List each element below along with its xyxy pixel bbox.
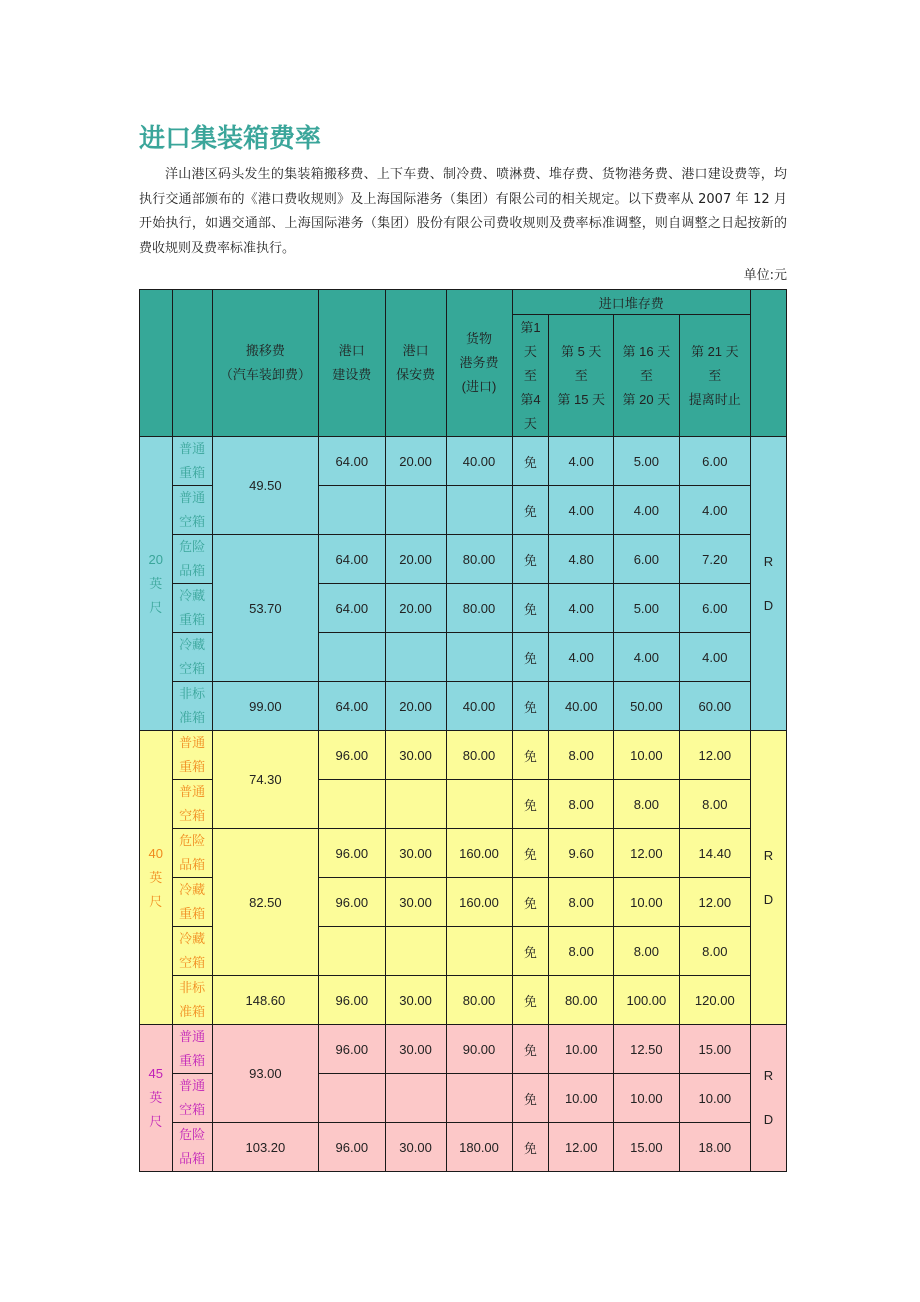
construction-fee: 64.00 (318, 682, 385, 731)
header-moving-fee: 搬移费 （汽车装卸费） (212, 290, 318, 437)
security-fee (385, 1074, 446, 1123)
storage-day1-4: 免 (512, 1025, 549, 1074)
unit-label: 单位:元 (743, 268, 787, 283)
security-fee: 20.00 (385, 584, 446, 633)
storage-day16-20: 50.00 (614, 682, 680, 731)
storage-day16-20: 15.00 (614, 1123, 680, 1172)
storage-day21: 15.00 (679, 1025, 750, 1074)
storage-day21: 4.00 (679, 633, 750, 682)
size-label: 20 英 尺 (140, 437, 173, 731)
page-title: 进口集装箱费率 (139, 124, 322, 154)
cargo-fee: 80.00 (446, 731, 512, 780)
header-type (172, 290, 212, 437)
storage-day16-20: 4.00 (614, 486, 680, 535)
header-storage-group: 进口堆存费 (512, 290, 750, 315)
cargo-fee (446, 780, 512, 829)
extra-column: R D (750, 1025, 786, 1172)
storage-day5-15: 4.80 (549, 535, 614, 584)
construction-fee (318, 927, 385, 976)
storage-day16-20: 10.00 (614, 878, 680, 927)
moving-fee: 74.30 (212, 731, 318, 829)
storage-day21: 10.00 (679, 1074, 750, 1123)
storage-day5-15: 80.00 (549, 976, 614, 1025)
cargo-fee: 40.00 (446, 682, 512, 731)
construction-fee: 64.00 (318, 535, 385, 584)
construction-fee: 64.00 (318, 584, 385, 633)
storage-day1-4: 免 (512, 927, 549, 976)
container-type: 危险 品箱 (172, 535, 212, 584)
cargo-fee (446, 927, 512, 976)
security-fee: 20.00 (385, 535, 446, 584)
container-type: 普通 重箱 (172, 1025, 212, 1074)
security-fee (385, 780, 446, 829)
moving-fee: 99.00 (212, 682, 318, 731)
table-row (140, 976, 787, 1025)
storage-day5-15: 9.60 (549, 829, 614, 878)
header-extra (750, 290, 786, 437)
moving-fee: 49.50 (212, 437, 318, 535)
table-row (140, 1123, 787, 1172)
storage-day5-15: 4.00 (549, 437, 614, 486)
storage-day21: 18.00 (679, 1123, 750, 1172)
header-day1-4: 第1 天 至 第4 天 (512, 315, 549, 437)
fee-table-container (139, 289, 787, 1179)
storage-day21: 12.00 (679, 731, 750, 780)
storage-day16-20: 10.00 (614, 731, 680, 780)
moving-fee: 93.00 (212, 1025, 318, 1123)
header-size (140, 290, 173, 437)
storage-day21: 8.00 (679, 927, 750, 976)
storage-day16-20: 100.00 (614, 976, 680, 1025)
cargo-fee (446, 486, 512, 535)
storage-day1-4: 免 (512, 437, 549, 486)
storage-day5-15: 10.00 (549, 1074, 614, 1123)
header-construction-fee: 港口 建设费 (318, 290, 385, 437)
storage-day5-15: 40.00 (549, 682, 614, 731)
storage-day5-15: 8.00 (549, 927, 614, 976)
storage-day21: 60.00 (679, 682, 750, 731)
construction-fee (318, 1074, 385, 1123)
moving-fee: 53.70 (212, 535, 318, 682)
header-day16-20: 第 16 天 至 第 20 天 (614, 315, 680, 437)
storage-day21: 12.00 (679, 878, 750, 927)
container-type: 普通 空箱 (172, 780, 212, 829)
storage-day21: 7.20 (679, 535, 750, 584)
construction-fee (318, 486, 385, 535)
storage-day5-15: 4.00 (549, 486, 614, 535)
storage-day16-20: 12.50 (614, 1025, 680, 1074)
construction-fee: 96.00 (318, 1123, 385, 1172)
container-type: 冷藏 空箱 (172, 927, 212, 976)
table-row (140, 1025, 787, 1074)
storage-day1-4: 免 (512, 1074, 549, 1123)
storage-day16-20: 6.00 (614, 535, 680, 584)
container-type: 普通 重箱 (172, 437, 212, 486)
moving-fee: 103.20 (212, 1123, 318, 1172)
security-fee: 30.00 (385, 731, 446, 780)
container-type: 普通 重箱 (172, 731, 212, 780)
storage-day1-4: 免 (512, 633, 549, 682)
storage-day21: 6.00 (679, 584, 750, 633)
storage-day1-4: 免 (512, 486, 549, 535)
security-fee: 20.00 (385, 437, 446, 486)
header-cargo-fee: 货物 港务费 (进口) (446, 290, 512, 437)
extra-column: R D (750, 731, 786, 1025)
construction-fee (318, 780, 385, 829)
storage-day1-4: 免 (512, 829, 549, 878)
security-fee: 30.00 (385, 976, 446, 1025)
storage-day16-20: 4.00 (614, 633, 680, 682)
storage-day21: 14.40 (679, 829, 750, 878)
size-label: 45 英 尺 (140, 1025, 173, 1172)
security-fee: 30.00 (385, 1025, 446, 1074)
container-type: 危险 品箱 (172, 829, 212, 878)
cargo-fee: 80.00 (446, 976, 512, 1025)
header-day21: 第 21 天 至 提离时止 (679, 315, 750, 437)
construction-fee: 96.00 (318, 731, 385, 780)
container-type: 冷藏 空箱 (172, 633, 212, 682)
storage-day16-20: 8.00 (614, 927, 680, 976)
extra-column: R D (750, 437, 786, 731)
container-type: 非标 准箱 (172, 976, 212, 1025)
construction-fee: 96.00 (318, 1025, 385, 1074)
storage-day5-15: 10.00 (549, 1025, 614, 1074)
cargo-fee: 80.00 (446, 584, 512, 633)
storage-day1-4: 免 (512, 878, 549, 927)
container-type: 普通 空箱 (172, 1074, 212, 1123)
container-type: 非标 准箱 (172, 682, 212, 731)
storage-day16-20: 12.00 (614, 829, 680, 878)
cargo-fee (446, 633, 512, 682)
storage-day16-20: 10.00 (614, 1074, 680, 1123)
storage-day5-15: 4.00 (549, 633, 614, 682)
header-security-fee: 港口 保安费 (385, 290, 446, 437)
storage-day16-20: 8.00 (614, 780, 680, 829)
container-type: 冷藏 重箱 (172, 584, 212, 633)
cargo-fee: 180.00 (446, 1123, 512, 1172)
container-type: 冷藏 重箱 (172, 878, 212, 927)
table-row (140, 682, 787, 731)
moving-fee: 148.60 (212, 976, 318, 1025)
cargo-fee: 90.00 (446, 1025, 512, 1074)
storage-day1-4: 免 (512, 1123, 549, 1172)
moving-fee: 82.50 (212, 829, 318, 976)
storage-day5-15: 12.00 (549, 1123, 614, 1172)
storage-day16-20: 5.00 (614, 584, 680, 633)
cargo-fee: 80.00 (446, 535, 512, 584)
table-row (140, 535, 787, 584)
intro-paragraph: 洋山港区码头发生的集装箱搬移费、上下车费、制冷费、喷淋费、堆存费、货物港务费、港口建设费等，均执行交通部颁布的《港口费收规则》及上海国际港务（集团）有限公司的相关规定。以下费率从 2007 年 12 月开始执行，如遇交通部、上海国际港务（集团）股份有限公司费收规则及费率标准调整，则自调整之日起按新的费收规则及费率标准执行。 (139, 167, 787, 256)
container-type: 普通 空箱 (172, 486, 212, 535)
security-fee: 20.00 (385, 682, 446, 731)
security-fee: 30.00 (385, 1123, 446, 1172)
storage-day5-15: 8.00 (549, 878, 614, 927)
storage-day1-4: 免 (512, 976, 549, 1025)
security-fee (385, 633, 446, 682)
container-type: 危险 品箱 (172, 1123, 212, 1172)
storage-day1-4: 免 (512, 780, 549, 829)
storage-day1-4: 免 (512, 682, 549, 731)
storage-day1-4: 免 (512, 731, 549, 780)
table-row (140, 829, 787, 878)
table-row (140, 437, 787, 486)
storage-day21: 120.00 (679, 976, 750, 1025)
storage-day1-4: 免 (512, 584, 549, 633)
security-fee: 30.00 (385, 829, 446, 878)
storage-day5-15: 8.00 (549, 780, 614, 829)
cargo-fee: 160.00 (446, 878, 512, 927)
storage-day16-20: 5.00 (614, 437, 680, 486)
construction-fee: 96.00 (318, 976, 385, 1025)
construction-fee: 64.00 (318, 437, 385, 486)
storage-day21: 6.00 (679, 437, 750, 486)
cargo-fee (446, 1074, 512, 1123)
storage-day5-15: 8.00 (549, 731, 614, 780)
cargo-fee: 160.00 (446, 829, 512, 878)
security-fee: 30.00 (385, 878, 446, 927)
size-label: 40 英 尺 (140, 731, 173, 1025)
construction-fee (318, 633, 385, 682)
table-row (140, 731, 787, 780)
storage-day21: 8.00 (679, 780, 750, 829)
construction-fee: 96.00 (318, 829, 385, 878)
storage-day21: 4.00 (679, 486, 750, 535)
storage-day5-15: 4.00 (549, 584, 614, 633)
construction-fee: 96.00 (318, 878, 385, 927)
security-fee (385, 486, 446, 535)
fee-table (139, 289, 787, 1172)
cargo-fee: 40.00 (446, 437, 512, 486)
security-fee (385, 927, 446, 976)
storage-day1-4: 免 (512, 535, 549, 584)
header-day5-15: 第 5 天 至 第 15 天 (549, 315, 614, 437)
